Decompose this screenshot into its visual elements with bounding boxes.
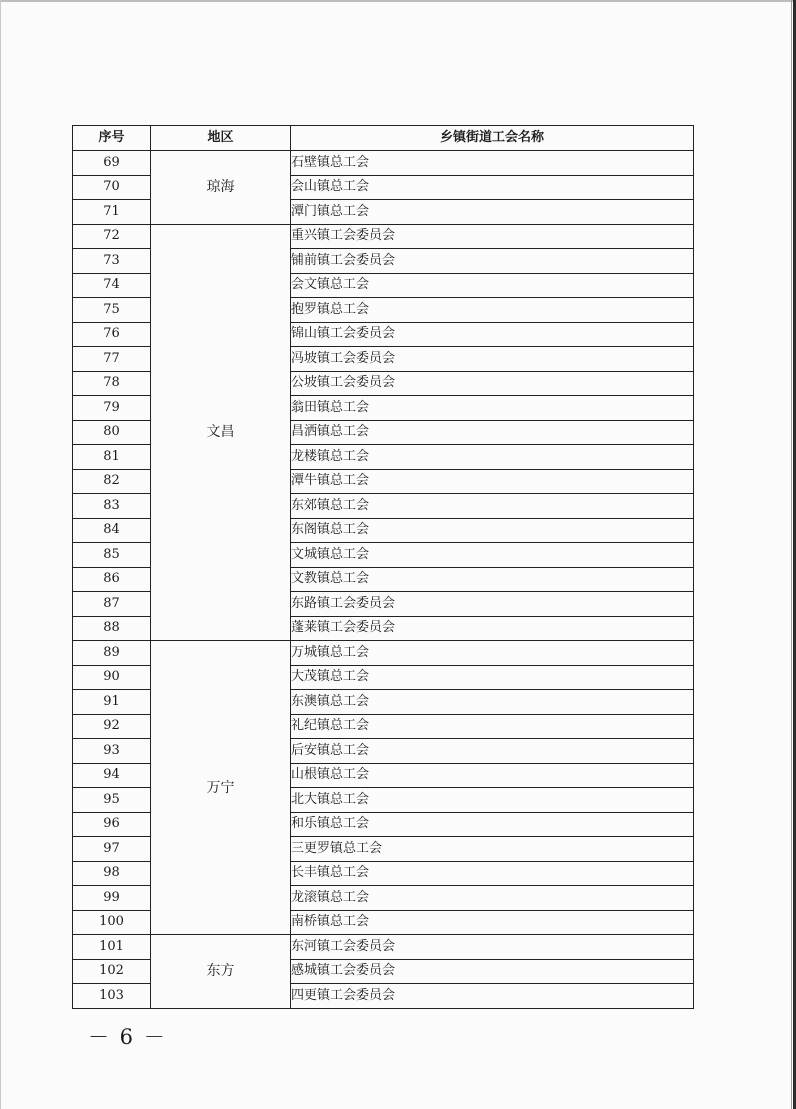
- row-union-name: 铺前镇工会委员会: [291, 249, 694, 274]
- region-cell: 文昌: [151, 224, 291, 641]
- row-union-name: 文城镇总工会: [291, 543, 694, 568]
- header-region: 地区: [151, 126, 291, 151]
- table-body: [73, 151, 694, 1009]
- row-union-name: 大茂镇总工会: [291, 665, 694, 690]
- row-union-name: 礼纪镇总工会: [291, 714, 694, 739]
- table-row: [73, 935, 694, 960]
- row-union-name: 冯坡镇工会委员会: [291, 347, 694, 372]
- row-seq: 79: [73, 396, 151, 421]
- row-seq: 87: [73, 592, 151, 617]
- row-union-name: 北大镇总工会: [291, 788, 694, 813]
- row-union-name: 山根镇总工会: [291, 763, 694, 788]
- scan-edge-right-inner: [791, 0, 792, 1109]
- row-union-name: 重兴镇工会委员会: [291, 224, 694, 249]
- row-union-name: 文教镇总工会: [291, 567, 694, 592]
- region-cell: 万宁: [151, 641, 291, 935]
- row-union-name: 石壁镇总工会: [291, 151, 694, 176]
- row-seq: 76: [73, 322, 151, 347]
- row-seq: 74: [73, 273, 151, 298]
- page-number: － 6 －: [88, 1025, 167, 1049]
- row-seq: 94: [73, 763, 151, 788]
- row-union-name: 龙楼镇总工会: [291, 445, 694, 470]
- row-union-name: 三更罗镇总工会: [291, 837, 694, 862]
- header-seq: 序号: [73, 126, 151, 151]
- row-union-name: 翁田镇总工会: [291, 396, 694, 421]
- row-union-name: 和乐镇总工会: [291, 812, 694, 837]
- region-cell: 琼海: [151, 151, 291, 225]
- row-seq: 98: [73, 861, 151, 886]
- row-seq: 101: [73, 935, 151, 960]
- row-union-name: 东澳镇总工会: [291, 690, 694, 715]
- row-union-name: 蓬莱镇工会委员会: [291, 616, 694, 641]
- row-seq: 77: [73, 347, 151, 372]
- row-seq: 95: [73, 788, 151, 813]
- row-union-name: 后安镇总工会: [291, 739, 694, 764]
- row-union-name: 锦山镇工会委员会: [291, 322, 694, 347]
- row-seq: 86: [73, 567, 151, 592]
- row-seq: 97: [73, 837, 151, 862]
- row-union-name: 潭牛镇总工会: [291, 469, 694, 494]
- row-seq: 71: [73, 200, 151, 225]
- row-union-name: 感城镇工会委员会: [291, 959, 694, 984]
- scan-edge-top: [0, 0, 796, 2]
- union-list-table: [72, 125, 694, 1009]
- row-union-name: 四更镇工会委员会: [291, 984, 694, 1009]
- row-seq: 83: [73, 494, 151, 519]
- row-seq: 96: [73, 812, 151, 837]
- row-seq: 80: [73, 420, 151, 445]
- row-union-name: 东郊镇总工会: [291, 494, 694, 519]
- row-seq: 90: [73, 665, 151, 690]
- region-cell: 东方: [151, 935, 291, 1009]
- row-seq: 82: [73, 469, 151, 494]
- row-union-name: 东阁镇总工会: [291, 518, 694, 543]
- row-union-name: 会文镇总工会: [291, 273, 694, 298]
- row-union-name: 会山镇总工会: [291, 175, 694, 200]
- row-seq: 103: [73, 984, 151, 1009]
- row-seq: 85: [73, 543, 151, 568]
- row-seq: 92: [73, 714, 151, 739]
- row-union-name: 龙滚镇总工会: [291, 886, 694, 911]
- row-seq: 73: [73, 249, 151, 274]
- table-row: [73, 224, 694, 249]
- row-seq: 70: [73, 175, 151, 200]
- table-row: [73, 641, 694, 666]
- row-seq: 75: [73, 298, 151, 323]
- header-name: 乡镇街道工会名称: [291, 126, 694, 151]
- row-union-name: 万城镇总工会: [291, 641, 694, 666]
- row-seq: 78: [73, 371, 151, 396]
- row-union-name: 潭门镇总工会: [291, 200, 694, 225]
- table-row: [73, 151, 694, 176]
- row-seq: 84: [73, 518, 151, 543]
- row-seq: 102: [73, 959, 151, 984]
- row-seq: 88: [73, 616, 151, 641]
- table-header: [73, 126, 694, 151]
- row-union-name: 东路镇工会委员会: [291, 592, 694, 617]
- row-union-name: 公坡镇工会委员会: [291, 371, 694, 396]
- header-row: [73, 126, 694, 151]
- row-union-name: 长丰镇总工会: [291, 861, 694, 886]
- row-seq: 99: [73, 886, 151, 911]
- row-union-name: 南桥镇总工会: [291, 910, 694, 935]
- row-seq: 72: [73, 224, 151, 249]
- row-union-name: 抱罗镇总工会: [291, 298, 694, 323]
- row-seq: 89: [73, 641, 151, 666]
- row-seq: 93: [73, 739, 151, 764]
- row-seq: 69: [73, 151, 151, 176]
- row-union-name: 昌洒镇总工会: [291, 420, 694, 445]
- row-seq: 91: [73, 690, 151, 715]
- row-seq: 100: [73, 910, 151, 935]
- row-union-name: 东河镇工会委员会: [291, 935, 694, 960]
- row-seq: 81: [73, 445, 151, 470]
- scan-edge-left: [0, 0, 1, 1109]
